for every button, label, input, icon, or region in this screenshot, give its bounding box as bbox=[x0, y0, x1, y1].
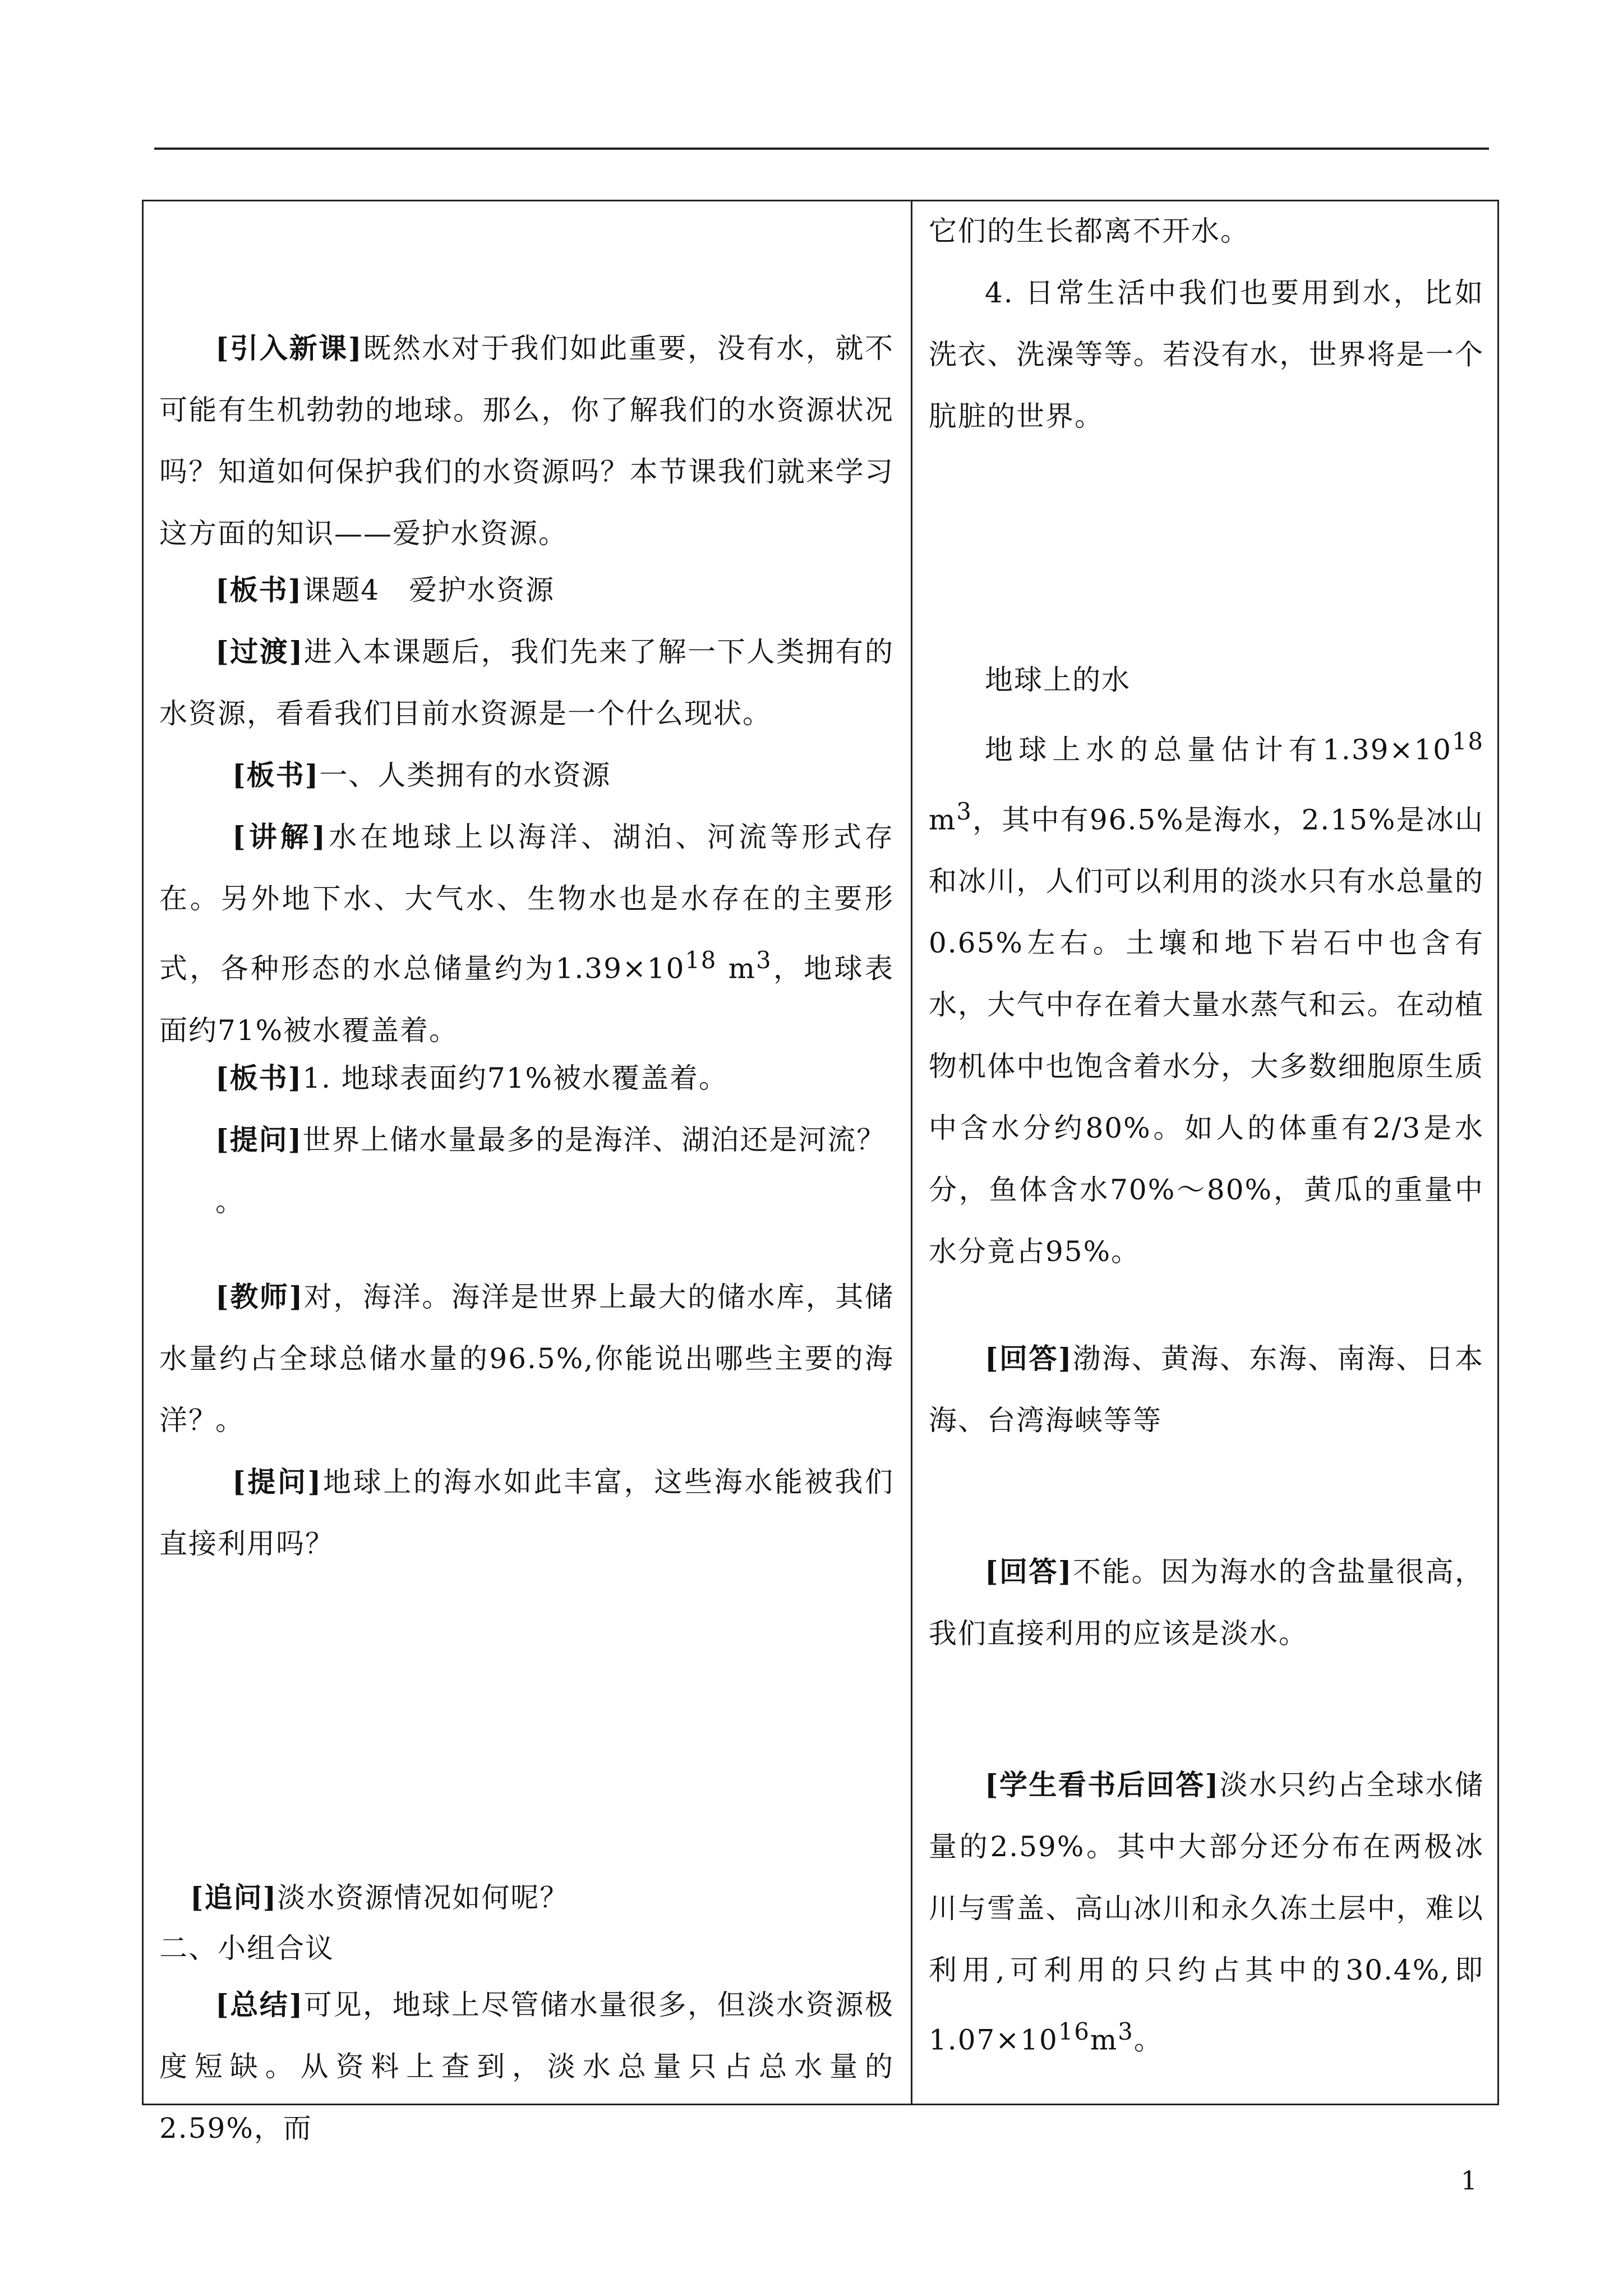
board3-label: [板书] bbox=[215, 1061, 303, 1094]
answer3-text: 淡水只约占全球水储量的2.59%。其中大部分还分布在两极冰川与雪盖、高山冰川和永久冻土层中，难以利用,可利用的只约占其中的30.4%,即 bbox=[929, 1769, 1484, 1986]
question2-label: [提问] bbox=[232, 1465, 322, 1498]
dot2: 。 bbox=[215, 1404, 245, 1437]
group-heading: 二、小组合议 bbox=[159, 1932, 334, 1964]
intro-text: 既然水对于我们如此重要，没有水，就不可能有生机勃勃的地球。那么，你了解我们的水资源状况吗？知道如何保护我们的水资源吗？本节课我们就来学习这方面的知识——爱护水资源。 bbox=[159, 332, 894, 550]
earth-title: 地球上的水 bbox=[985, 664, 1131, 696]
answer2-text: 不能。因为海水的含盐量很高，我们直接利用的应该是淡水。 bbox=[929, 1556, 1484, 1650]
question2-paragraph bbox=[159, 1451, 894, 1575]
explain-exp: 18 bbox=[685, 946, 717, 974]
followup-label: [追问] bbox=[190, 1881, 278, 1914]
item4-paragraph: 4. 日常生活中我们也要用到水，比如洗衣、洗澡等等。若没有水，世界将是一个肮脏的世界。 bbox=[929, 277, 1484, 432]
earth-paragraph bbox=[929, 711, 1484, 1282]
right-line1: 它们的生长都离不开水。 bbox=[929, 215, 1249, 247]
question1-label: [提问] bbox=[215, 1123, 303, 1156]
answer3-unit-exp: 3 bbox=[1118, 2018, 1134, 2045]
summary-label: [总结] bbox=[215, 1988, 304, 2021]
answer3-end: 。 bbox=[1133, 2023, 1163, 2056]
earth-value: 1.39×10 bbox=[1322, 733, 1452, 766]
answer1-text: 渤海、黄海、东海、南海、日本海、台湾海峡等等 bbox=[929, 1342, 1484, 1437]
question1-text: 世界上储水量最多的是海洋、湖泊还是河流？ bbox=[302, 1124, 886, 1156]
question2-text: 地球上的海水如此丰富，这些海水能被我们直接利用吗？ bbox=[159, 1466, 894, 1560]
answer1-label: [回答] bbox=[985, 1342, 1073, 1375]
page-number: 1 bbox=[1460, 2165, 1477, 2196]
board2-paragraph bbox=[159, 744, 894, 806]
column-divider bbox=[911, 201, 912, 2104]
question1-paragraph bbox=[159, 1109, 894, 1171]
board2-text: 一、人类拥有的水资源 bbox=[319, 759, 611, 792]
board1-text: 课题4 爱护水资源 bbox=[302, 574, 555, 606]
answer2-label: [回答] bbox=[985, 1555, 1073, 1588]
board1-paragraph bbox=[159, 559, 894, 621]
dot1: 。 bbox=[215, 1185, 245, 1218]
lesson-table bbox=[142, 200, 1499, 2145]
explain-unit-exp: 3 bbox=[756, 946, 772, 974]
answer2-paragraph bbox=[929, 1541, 1484, 1664]
earth-text-b: ，其中有96.5%是海水，2.15%是冰山和冰川，人们可以利用的淡水只有水总量的0.65%左右。土壤和地下岩石中也含有水，大气中存在着大量水蒸气和云。在动植物机体中也饱含着水分，大多数细胞原生质中含水分约80%。如人的体重有2/3是水分，鱼体含水70%～80%，黄瓜的重量中水分竟占95%。 bbox=[929, 803, 1484, 1268]
intro-label: [引入新课] bbox=[215, 332, 363, 365]
teacher-label: [教师] bbox=[215, 1280, 304, 1313]
transition-text: 进入本课题后，我们先来了解一下人类拥有的水资源，看看我们目前水资源是一个什么现状。 bbox=[159, 636, 894, 730]
answer3-exp: 16 bbox=[1058, 2018, 1090, 2045]
summary-paragraph bbox=[159, 1974, 894, 2159]
transition-paragraph bbox=[159, 621, 894, 744]
answer3-paragraph bbox=[929, 1754, 1484, 2071]
teacher-activity-column bbox=[159, 201, 895, 2145]
answer3-label: [学生看书后回答] bbox=[985, 1768, 1220, 1801]
earth-exp: 18 bbox=[1451, 728, 1484, 755]
followup-text: 淡水资源情况如何呢？ bbox=[277, 1881, 569, 1914]
followup-paragraph bbox=[159, 1872, 894, 1923]
explain-text: 水在地球上以海洋、湖泊、河流等形式存在。另外地下水、大气水、生物水也是水存在的主要形式，各种形态的水总储量约为 bbox=[159, 821, 894, 985]
teacher-text: 对，海洋。海洋是世界上最大的储水库，其储水量约占全球总储水量的96.5%,你能说出哪些主要的海洋？ bbox=[159, 1281, 894, 1437]
earth-unit: m bbox=[929, 803, 957, 836]
explain-label: [讲解] bbox=[232, 820, 326, 853]
earth-unit-exp: 3 bbox=[956, 797, 972, 825]
board3-paragraph bbox=[159, 1047, 894, 1109]
answer3-unit: m bbox=[1090, 2023, 1118, 2056]
earth-text-a: 地球上水的总量估计有 bbox=[985, 733, 1323, 766]
board2-label: [板书] bbox=[232, 758, 320, 792]
explain-value: 1.39×10 bbox=[555, 952, 685, 985]
summary-text: 可见，地球上尽管储水量很多，但淡水资源极度短缺。从资料上查到，淡水总量只占总水量的2.59%，而 bbox=[159, 1989, 894, 2145]
header-rule bbox=[154, 148, 1489, 150]
intro-paragraph bbox=[159, 318, 894, 564]
answer3-value: 1.07×10 bbox=[929, 2023, 1058, 2056]
board3-text: 1. 地球表面约71%被水覆盖着。 bbox=[302, 1062, 728, 1094]
transition-label: [过渡] bbox=[215, 635, 304, 668]
answer1-paragraph bbox=[929, 1328, 1484, 1451]
explain-tail: ，地球表面约71%被水覆盖着。 bbox=[159, 952, 895, 1047]
explain-paragraph bbox=[159, 806, 894, 1061]
student-activity-column bbox=[929, 201, 1484, 2104]
board1-label: [板书] bbox=[215, 573, 303, 606]
explain-unit: m bbox=[728, 952, 757, 985]
